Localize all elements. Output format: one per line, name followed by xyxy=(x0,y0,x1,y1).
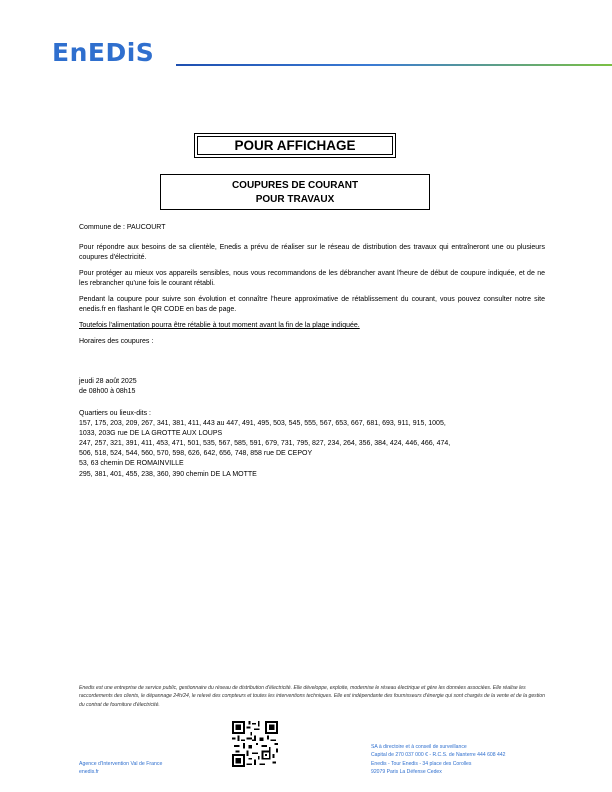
location-line: 157, 175, 203, 209, 267, 341, 381, 411, 443 au 447, 491, 495, 503, 545, 555, 567, 653, 667, 681, 693, 911, 915, 1005, xyxy=(79,420,446,428)
location-line: 506, 518, 524, 544, 560, 570, 598, 626, 642, 656, 748, 858 rue DE CEPOY xyxy=(79,450,313,458)
legal-line: Enedis - Tour Enedis - 34 place des Corolles xyxy=(371,760,472,767)
legal-info xyxy=(371,743,506,777)
commune-label: Commune de : PAUCOURT xyxy=(79,224,166,231)
horaires-heading: Horaires des coupures : xyxy=(79,338,154,345)
affichage-label: POUR AFFICHAGE xyxy=(197,136,393,155)
legal-line: SA à directoire et à conseil de surveillance xyxy=(371,744,467,750)
title-box xyxy=(160,174,430,210)
locations xyxy=(79,409,549,480)
paragraph-qr: Pendant la coupure pour suivre son évolution et connaître l'heure approximative de rétablissement du courant, vous pouvez consulter notre site enedis.fr en flashant le QR CODE en bas de page. xyxy=(79,296,545,313)
schedule-time: de 08h00 à 08h15 xyxy=(79,388,136,395)
header-divider xyxy=(176,64,612,66)
company-description: Enedis est une entreprise de service public, gestionnaire du réseau de distribution d'électricité. Elle développe, exploite, modernise le réseau électrique et gère les données associées. Elle réalise les raccordements des clients, le dépannage 24h/24, le relevé des compteurs et toutes les interventions techniques. Elle est indépendante des fournisseurs d'énergie qui sont chargés de la vente et de la gestion du contrat de fourniture d'électricité. xyxy=(79,685,545,708)
title-line-2: POUR TRAVAUX xyxy=(255,194,335,205)
paragraph-protection: Pour protéger au mieux vos appareils sensibles, nous vous recommandons de les débrancher avant l'heure de début de coupure indiquée, et de ne les rebrancher qu'une fois le courant rétabli. xyxy=(79,270,545,287)
location-line: 247, 257, 321, 391, 411, 453, 471, 501, 535, 567, 585, 591, 679, 731, 795, 827, 234, 264, 356, 384, 424, 446, 466, 474, xyxy=(79,440,451,448)
qr-code[interactable] xyxy=(232,721,278,767)
paragraph-intro: Pour répondre aux besoins de sa clientèle, Enedis a prévu de réaliser sur le réseau de distribution des travaux qui entraîneront une ou plusieurs coupures d'électricité. xyxy=(79,244,545,261)
locations-heading: Quartiers ou lieux-dits : xyxy=(79,410,151,417)
location-line: 53, 63 chemin DE ROMAINVILLE xyxy=(79,460,184,468)
notice-body xyxy=(79,223,545,353)
legal-line: Capital de 270 037 000 € - R.C.S. de Nanterre 444 608 442 xyxy=(371,752,506,759)
paragraph-warning: Toutefois l'alimentation pourra être rétablie à tout moment avant la fin de la plage indiquée. xyxy=(79,322,360,329)
affichage-box xyxy=(194,133,396,158)
enedis-logo: EnEDiS xyxy=(52,38,155,67)
schedule-date: jeudi 28 août 2025 xyxy=(79,378,137,385)
agence-name: Agence d'Intervention Val de France xyxy=(79,761,163,767)
legal-line: 92079 Paris La Défense Cedex xyxy=(371,769,442,776)
website-link[interactable]: enedis.fr xyxy=(79,769,99,775)
location-line: 1033, 203G rue DE LA GROTTE AUX LOUPS xyxy=(79,430,223,438)
schedule xyxy=(79,377,137,397)
title-line-1: COUPURES DE COURANT xyxy=(231,180,359,191)
agence-info xyxy=(79,760,162,776)
location-line: 295, 381, 401, 455, 238, 360, 390 chemin DE LA MOTTE xyxy=(79,470,257,478)
